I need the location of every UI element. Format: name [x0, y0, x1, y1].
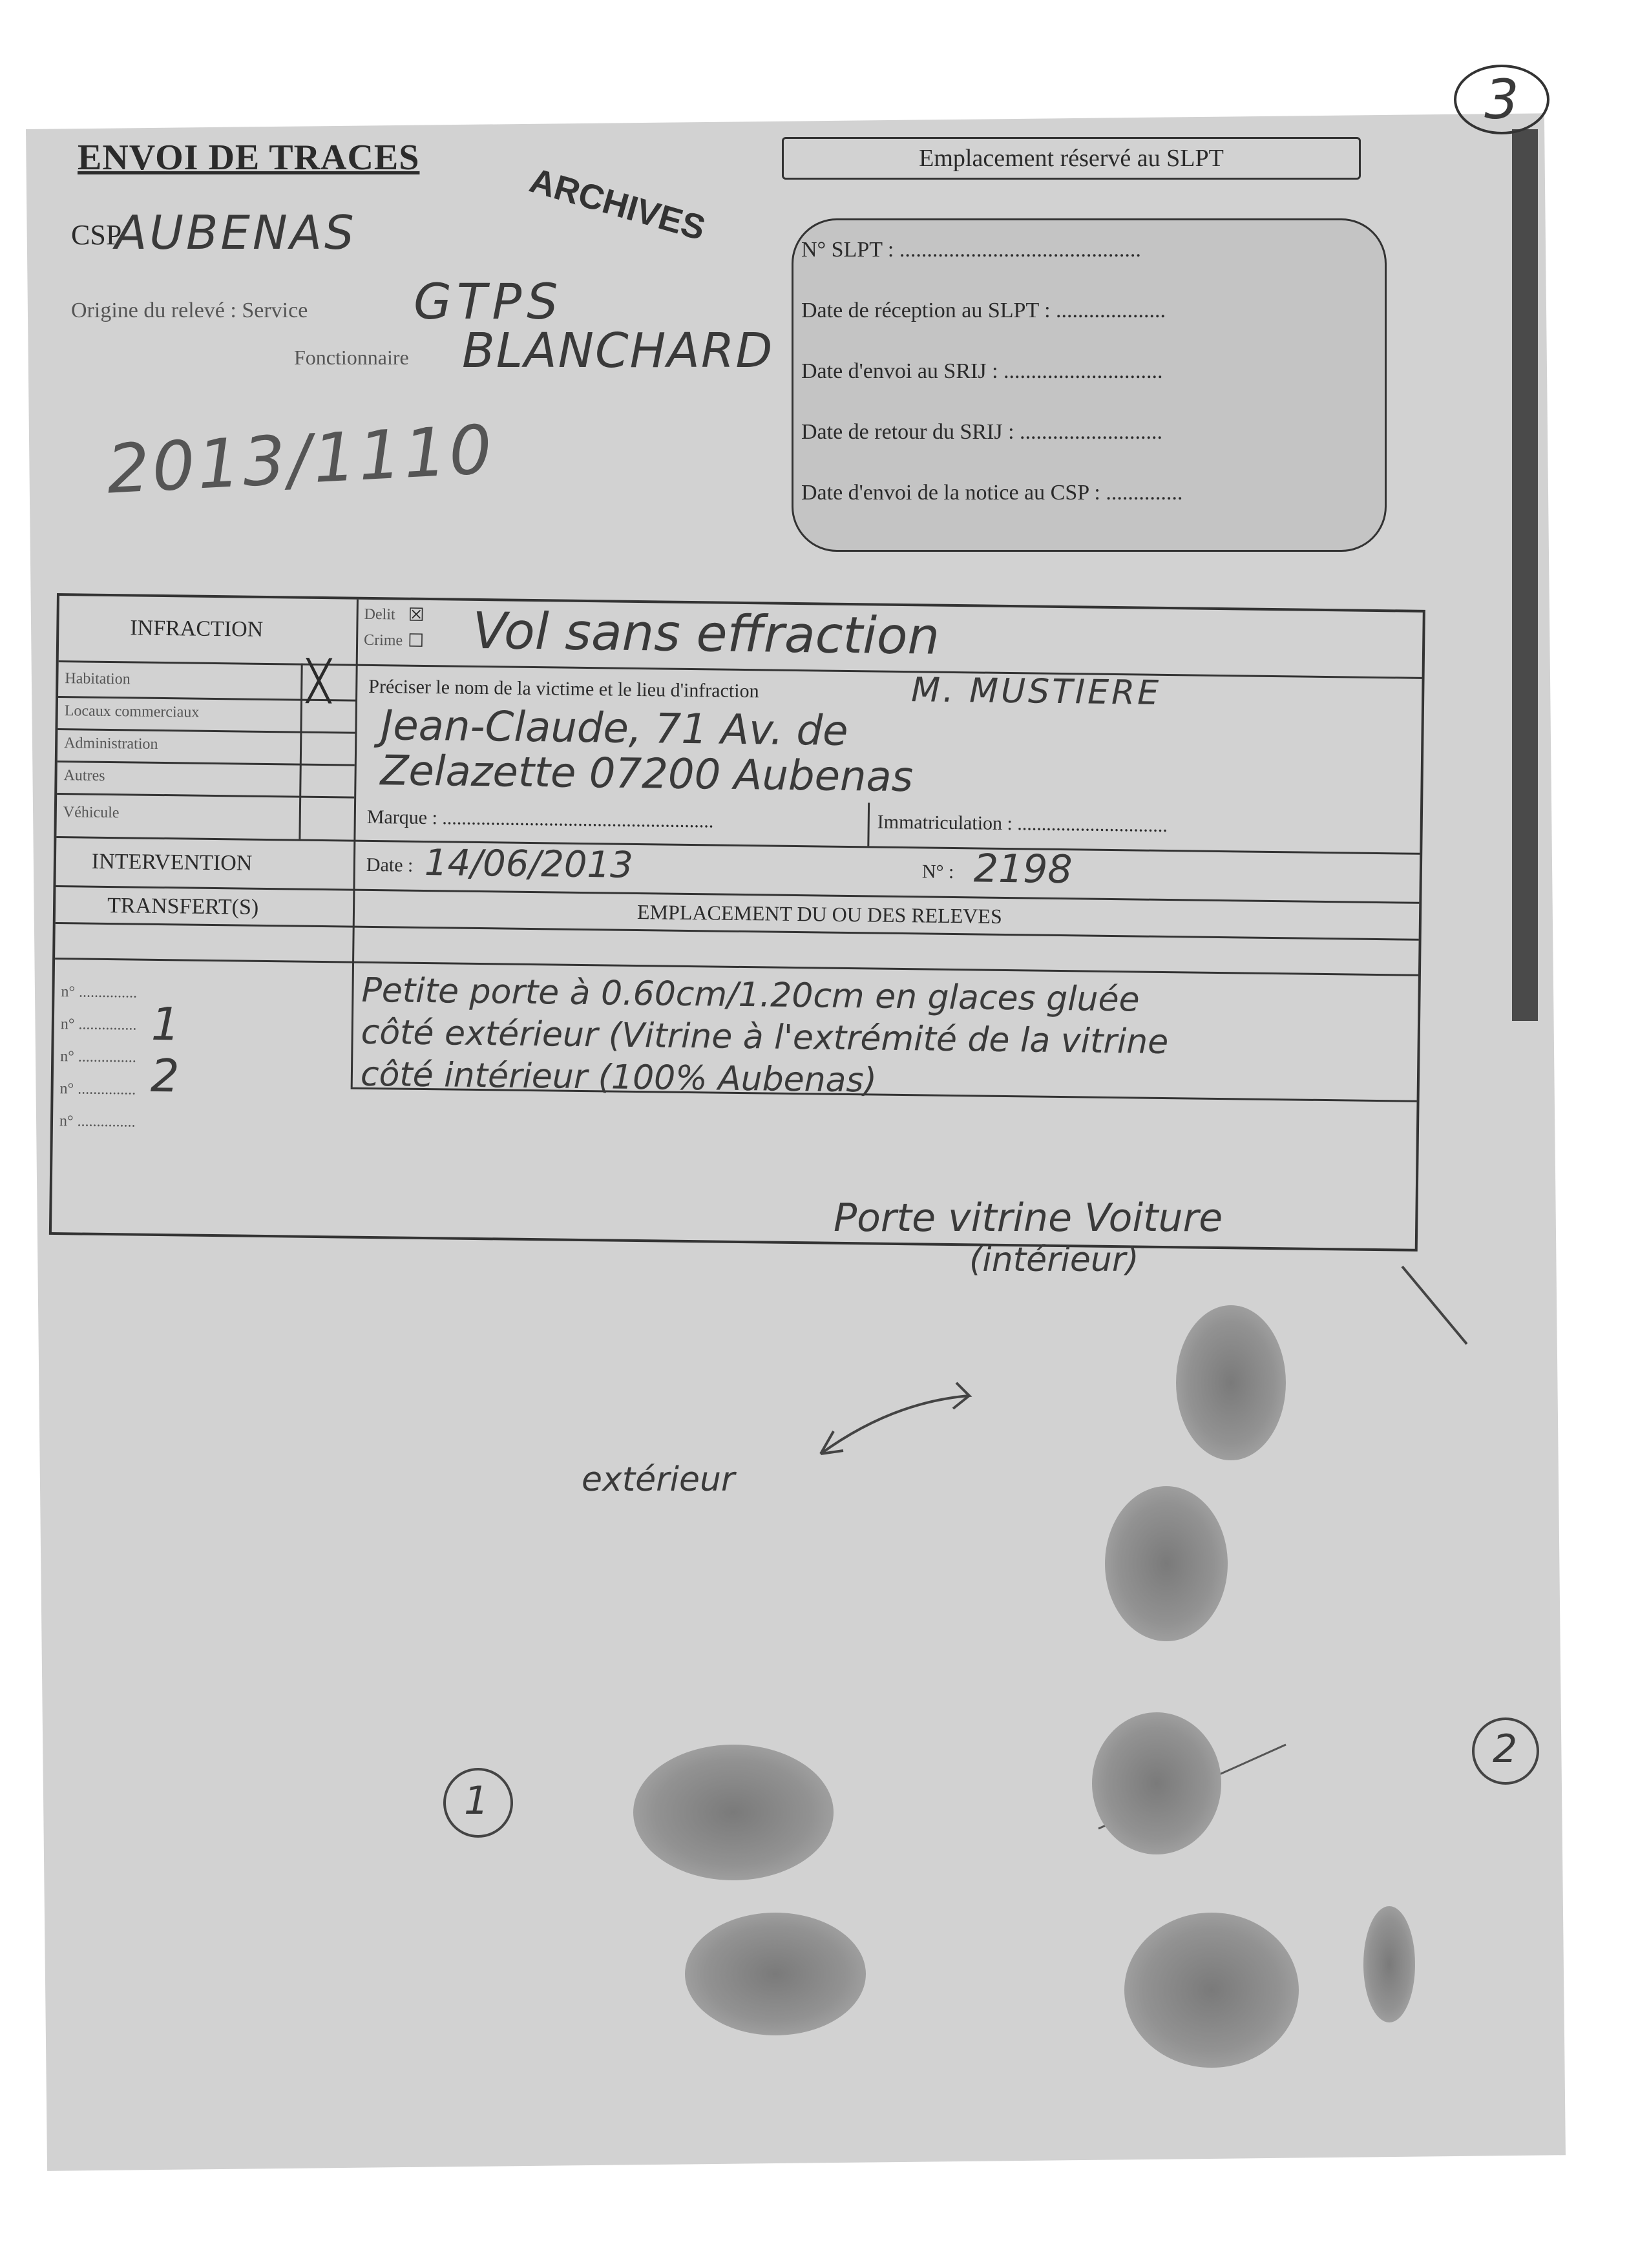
- arrow-stroke: [821, 1383, 969, 1454]
- note-exterieur: extérieur: [582, 1460, 735, 1499]
- fingerprint-smudge: [1105, 1486, 1228, 1641]
- victim-name: M. MUSTIERE: [910, 671, 1162, 713]
- transfert-row-2: n° ...............: [60, 1016, 137, 1034]
- numero-label: N° :: [921, 861, 954, 883]
- page-number-circled: 3: [1454, 65, 1549, 134]
- slpt-envoi-srij-line: Date d'envoi au SRIJ : .............................: [801, 359, 1163, 383]
- crime-checkbox[interactable]: ☐: [407, 631, 425, 651]
- transfert-row-1: n° ...............: [61, 983, 138, 1002]
- transfert-mark-2: 2: [150, 1049, 180, 1103]
- category-vehicule: Véhicule: [63, 804, 120, 822]
- slpt-notice-line: Date d'envoi de la notice au CSP : ..............: [801, 481, 1183, 505]
- mark-1-label: 1: [464, 1778, 489, 1823]
- category-administration: Administration: [64, 735, 158, 753]
- archives-stamp: ARCHIVES: [525, 160, 709, 248]
- releve-line-3: côté intérieur (100% Aubenas): [360, 1055, 877, 1100]
- transfert-mark-1: 1: [151, 997, 180, 1051]
- fingerprint-smudge: [1176, 1305, 1286, 1460]
- slpt-numero-line: N° SLPT : ............................................: [801, 238, 1141, 262]
- mark-2-label: 2: [1493, 1727, 1518, 1772]
- emplacement-label: EMPLACEMENT DU OU DES RELEVES: [636, 900, 1002, 928]
- fingerprint-smudge: [685, 1913, 866, 2035]
- arrow-head: [821, 1431, 843, 1454]
- delit-label: Delit: [364, 605, 395, 624]
- csp-value: AUBENAS: [115, 205, 357, 260]
- form-title: ENVOI DE TRACES: [78, 138, 420, 178]
- slpt-reception-line: Date de réception au SLPT : ....................: [801, 299, 1166, 322]
- crime-label: Crime: [363, 631, 403, 649]
- service-value: GTPS: [414, 273, 563, 330]
- infraction-label: INFRACTION: [130, 616, 264, 642]
- case-number: 2013/1110: [105, 410, 497, 509]
- transfert-row-3: n° ...............: [60, 1048, 136, 1066]
- fingerprint-smudge: [1363, 1906, 1415, 2022]
- category-autres: Autres: [63, 767, 105, 784]
- victim-address-1: Jean-Claude, 71 Av. de: [381, 702, 848, 755]
- fonctionnaire-value: BLANCHARD: [462, 323, 774, 379]
- category-locaux: Locaux commerciaux: [64, 702, 200, 721]
- habitation-check-mark: ╳: [306, 659, 331, 703]
- marque-label: Marque : ........................................................: [366, 806, 714, 832]
- transfert-row-5: n° ...............: [59, 1113, 136, 1131]
- date-value: 14/06/2013: [424, 841, 634, 887]
- csp-label: CSP: [71, 219, 122, 251]
- victim-address-2: Zelazette 07200 Aubenas: [380, 747, 914, 802]
- numero-value: 2198: [973, 846, 1073, 893]
- note-interieur: (intérieur): [969, 1241, 1139, 1279]
- fingerprint-smudge: [1092, 1712, 1221, 1854]
- releve-line-1: Petite porte à 0.60cm/1.20cm en glaces gluée: [361, 971, 1140, 1020]
- preciser-label: Préciser le nom de la victime et le lieu d'infraction: [368, 675, 759, 702]
- slpt-retour-srij-line: Date de retour du SRIJ : ..........................: [801, 420, 1163, 444]
- origine-label: Origine du relevé : Service: [71, 299, 308, 322]
- date-label: Date :: [366, 854, 414, 876]
- slash-stroke: [1402, 1266, 1467, 1344]
- fingerprint-smudge: [1124, 1913, 1299, 2068]
- transfert-label: TRANSFERT(S): [107, 893, 259, 919]
- releve-line-2: côté extérieur (Vitrine à l'extrémité de la vitrine: [361, 1013, 1169, 1062]
- note-porte-vitrine: Porte vitrine Voiture: [834, 1195, 1223, 1241]
- infraction-value: Vol sans effraction: [472, 602, 940, 666]
- slpt-header: Emplacement réservé au SLPT: [782, 137, 1361, 180]
- intervention-label: INTERVENTION: [91, 849, 253, 876]
- fonctionnaire-label: Fonctionnaire: [294, 346, 409, 369]
- category-habitation: Habitation: [65, 670, 131, 688]
- delit-checkbox-checked[interactable]: ☒: [408, 605, 425, 625]
- fingerprint-smudge: [633, 1745, 834, 1880]
- immatriculation-label: Immatriculation : ...............................: [877, 811, 1168, 837]
- transfert-row-4: n° ...............: [59, 1080, 136, 1098]
